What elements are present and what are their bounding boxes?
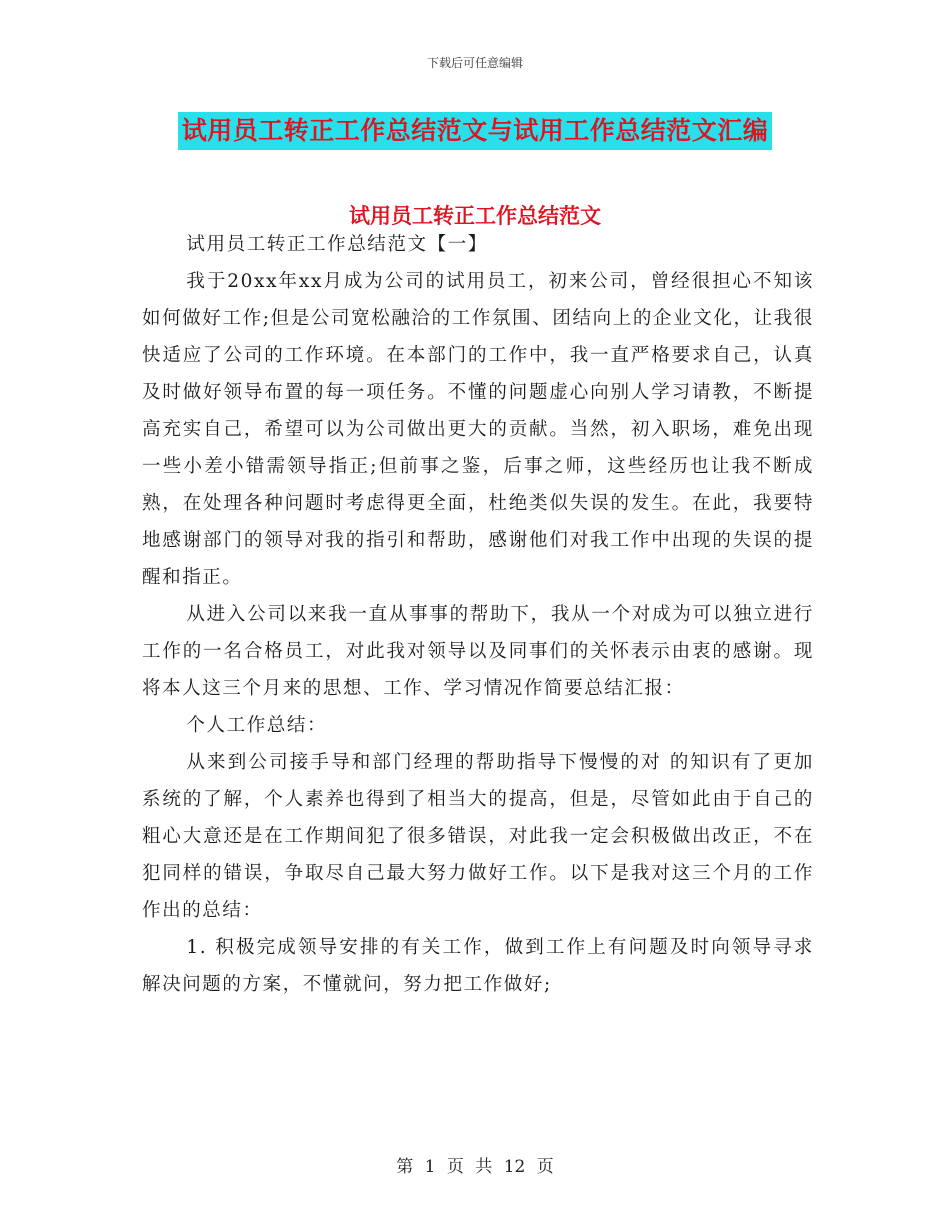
header-note: 下载后可任意编辑 (426, 56, 523, 70)
paragraph-heading: 试用员工转正工作总结范文【一】 (186, 234, 488, 255)
body-text (142, 226, 814, 1003)
paragraph: 从进入公司以来我一直从事事的帮助下，我从一个对成为可以独立进行 工作的一名合格员工，对此我对领导以及同事们的关怀表示由衷的感谢。现将本人这三个月来的思想、工作、学习情况作简要总结汇报： (142, 604, 814, 699)
paragraph: 我于20xx年xx月成为公司的试用员工，初来公司，曾经很担心不知该如何做好工作;但是公司宽松融洽的工作氛围、团结向上的企业文化，让我很快适应了公司的工作环境。在本部门的工作中，我一直严格要求自己，认真及时做好领导布置的每一项任务。不懂的问题虚心向别人学习请教，不断提高充实自己，希望可以为公司做出更大的贡献。当然，初入职场，难免出现一些小差小错需领导指正;但前事之鉴，后事之师，这些经历也让我不断成熟，在处理各种问题时考虑得更全面，杜绝类似失误的发生。在此，我要特地感谢部门的领导对我的指引和帮助，感谢他们对我工作中出现的失误的提醒和指正。 (142, 271, 814, 588)
section-title: 试用员工转正工作总结范文 (349, 204, 601, 228)
document-title: 试用员工转正工作总结范文与试用工作总结范文汇编 (178, 112, 773, 150)
list-item: 1. 积极完成领导安排的有关工作，做到工作上有问题及时向领导寻求解决问题的方案，不懂就问，努力把工作做好; (142, 937, 814, 995)
document-title-container (0, 112, 950, 150)
page-footer: 第 1 页 共 12 页 (396, 1157, 554, 1177)
paragraph-subheading: 个人工作总结： (186, 715, 328, 736)
paragraph: 从来到公司接手导和部门经理的帮助指导下慢慢的对 的知识有了更加系统的了解，个人素养也得到了相当大的提高，但是，尽管如此由于自己的粗心大意还是在工作期间犯了很多错误，对此我一定会积极做出改正，不在犯同样的错误，争取尽自己最大努力做好工作。以下是我对这三个月的工作作出的总结： (142, 752, 814, 921)
